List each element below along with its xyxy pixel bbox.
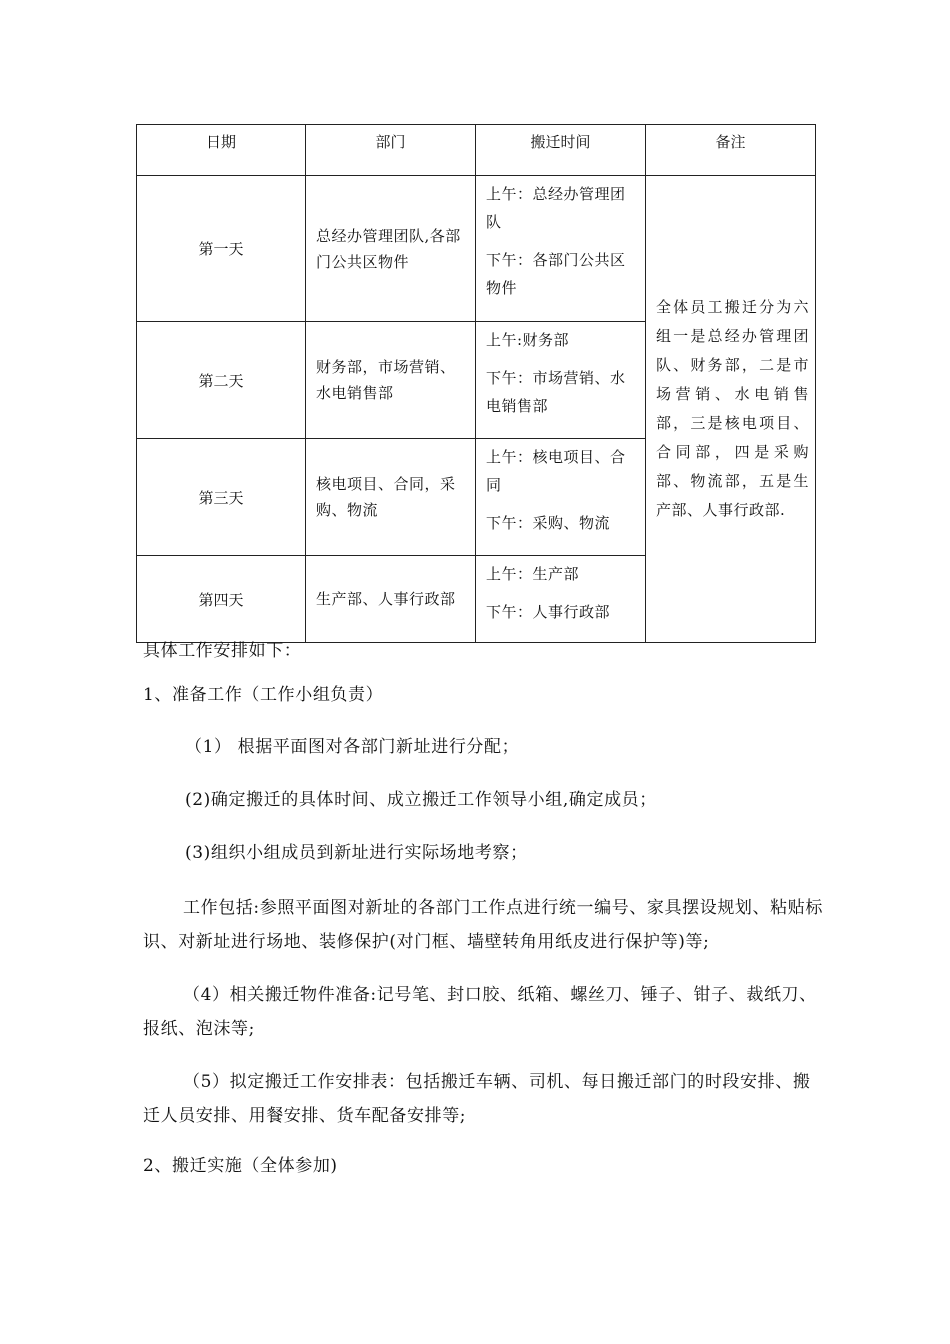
relocation-schedule-table <box>136 124 816 643</box>
day-cell: 第一天 <box>137 176 306 322</box>
header-department: 部门 <box>306 125 476 176</box>
day-cell: 第三天 <box>137 439 306 556</box>
morning-slot: 上午：生产部 <box>486 565 580 583</box>
list-item: （4）相关搬迁物件准备:记号笔、封口胶、纸箱、螺丝刀、锤子、钳子、裁纸刀、报纸、泡沫等; <box>143 985 817 1039</box>
day-cell: 第二天 <box>137 322 306 439</box>
header-move-time: 搬迁时间 <box>476 125 646 176</box>
time-cell <box>476 556 646 643</box>
afternoon-slot: 下午：人事行政部 <box>486 603 611 621</box>
header-date: 日期 <box>137 125 306 176</box>
header-remarks: 备注 <box>646 125 816 176</box>
afternoon-slot: 下午：各部门公共区物件 <box>486 251 626 297</box>
table-row <box>137 176 816 322</box>
list-item: (2)确定搬迁的具体时间、成立搬迁工作领导小组,确定成员； <box>185 790 657 810</box>
time-cell <box>476 439 646 556</box>
document-body <box>143 636 823 1181</box>
section-heading-preparation: 1、准备工作（工作小组负责） <box>143 685 384 705</box>
list-item: （5）拟定搬迁工作安排表：包括搬迁车辆、司机、每日搬迁部门的时段安排、搬迁人员安排、用餐安排、货车配备安排等; <box>143 1072 811 1126</box>
section-heading-implementation: 2、搬迁实施（全体参加) <box>143 1156 338 1176</box>
list-item: (3)组织小组成员到新址进行实际场地考察； <box>185 843 528 863</box>
department-cell: 核电项目、合同，采购、物流 <box>306 439 476 556</box>
department-cell: 总经办管理团队,各部门公共区物件 <box>306 176 476 322</box>
department-cell: 财务部，市场营销、水电销售部 <box>306 322 476 439</box>
morning-slot: 上午：核电项目、合同 <box>486 448 626 494</box>
department-cell: 生产部、人事行政部 <box>306 556 476 643</box>
day-cell: 第四天 <box>137 556 306 643</box>
morning-slot: 上午:财务部 <box>486 331 570 349</box>
work-includes-paragraph: 工作包括:参照平面图对新址的各部门工作点进行统一编号、家具摆设规划、粘贴标识、对新址进行场地、装修保护(对门框、墙壁转角用纸皮进行保护等)等; <box>143 898 823 952</box>
remarks-cell: 全体员工搬迁分为六组一是总经办管理团队、财务部，二是市场营销、水电销售部，三是核电项目、合同部，四是采购部、物流部，五是生产部、人事行政部. <box>646 176 816 643</box>
list-item: （1） 根据平面图对各部门新址进行分配； <box>185 737 520 757</box>
table-header-row <box>137 125 816 176</box>
morning-slot: 上午：总经办管理团队 <box>486 185 626 231</box>
intro-line: 具体工作安排如下： <box>143 641 302 661</box>
time-cell <box>476 176 646 322</box>
time-cell <box>476 322 646 439</box>
afternoon-slot: 下午：市场营销、水电销售部 <box>486 369 626 415</box>
afternoon-slot: 下午：采购、物流 <box>486 514 611 532</box>
